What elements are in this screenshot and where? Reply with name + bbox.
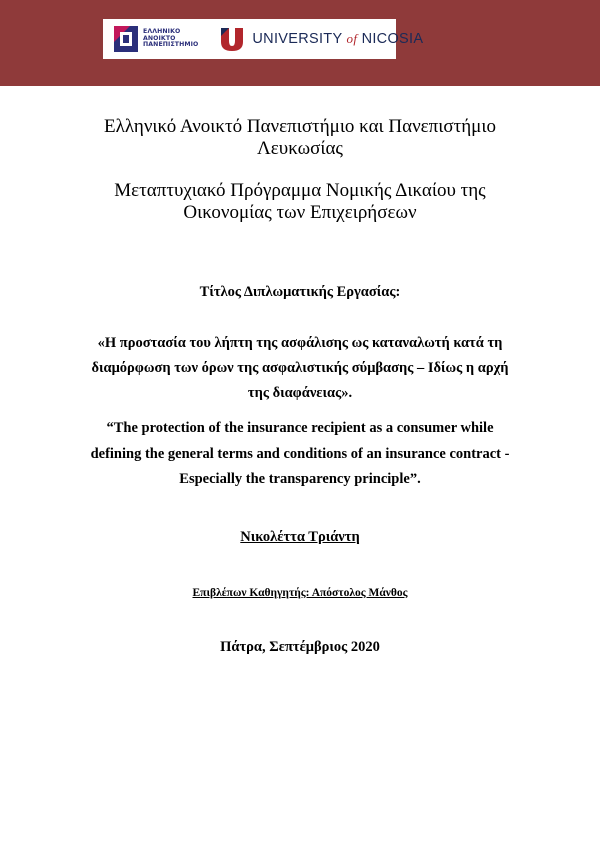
title-greek-line-3: της διαφάνειας». [247, 385, 353, 401]
thesis-title-english [80, 416, 520, 493]
title-english-line-2: defining the general terms and conditions of an insurance contract - [90, 445, 510, 462]
title-english-line-1: “The protection of the insurance recipient as a consumer while [106, 420, 494, 436]
eap-logo-line-1: ΕΛΛΗΝΙΚΟ [143, 28, 181, 36]
thesis-title-greek [80, 331, 520, 406]
logos-container [103, 19, 424, 59]
eap-logo [112, 24, 198, 54]
supervisor: Επιβλέπων Καθηγητής: Απόστολος Μάνθος [192, 587, 408, 599]
unic-of: of [346, 31, 358, 46]
eap-logo-line-2: ΑΝΟΙΚΤΟ [143, 34, 176, 42]
institutions-line-2: Λευκωσίας [257, 138, 343, 159]
institutions-heading [0, 116, 600, 160]
title-greek-line-1: «Η προστασία του λήπτη της ασφάλισης ως καταναλωτή κατά τη [97, 335, 503, 351]
unic-nicosia: NICOSIA [361, 31, 424, 47]
program-heading [0, 180, 600, 224]
eap-logo-line-3: ΠΑΝΕΠΙΣΤΗΜΙΟ [143, 41, 199, 49]
title-greek-line-2: διαμόρφωση των όρων της ασφαλιστικής σύμβασης – Ιδίως η αρχή [91, 360, 509, 376]
institutions-line-1: Ελληνικό Ανοικτό Πανεπιστήμιο και Πανεπιστήμιο [104, 116, 496, 137]
program-line-2: Οικονομίας των Επιχειρήσεων [183, 202, 417, 223]
unic-logo-text [252, 31, 423, 47]
program-line-1: Μεταπτυχιακό Πρόγραμμα Νομικής Δικαίου της [114, 180, 486, 201]
author-name: Νικολέττα Τριάντη [240, 529, 360, 545]
title-english-line-3: Especially the transparency principle”. [179, 471, 421, 487]
unic-logo [218, 25, 423, 53]
header-band [0, 0, 600, 86]
eap-logo-icon [112, 24, 140, 54]
place-date: Πάτρα, Σεπτέμβριος 2020 [220, 639, 380, 655]
thesis-label: Τίτλος Διπλωματικής Εργασίας: [199, 284, 401, 300]
unic-logo-icon [218, 25, 246, 53]
unic-university: UNIVERSITY [252, 31, 343, 47]
